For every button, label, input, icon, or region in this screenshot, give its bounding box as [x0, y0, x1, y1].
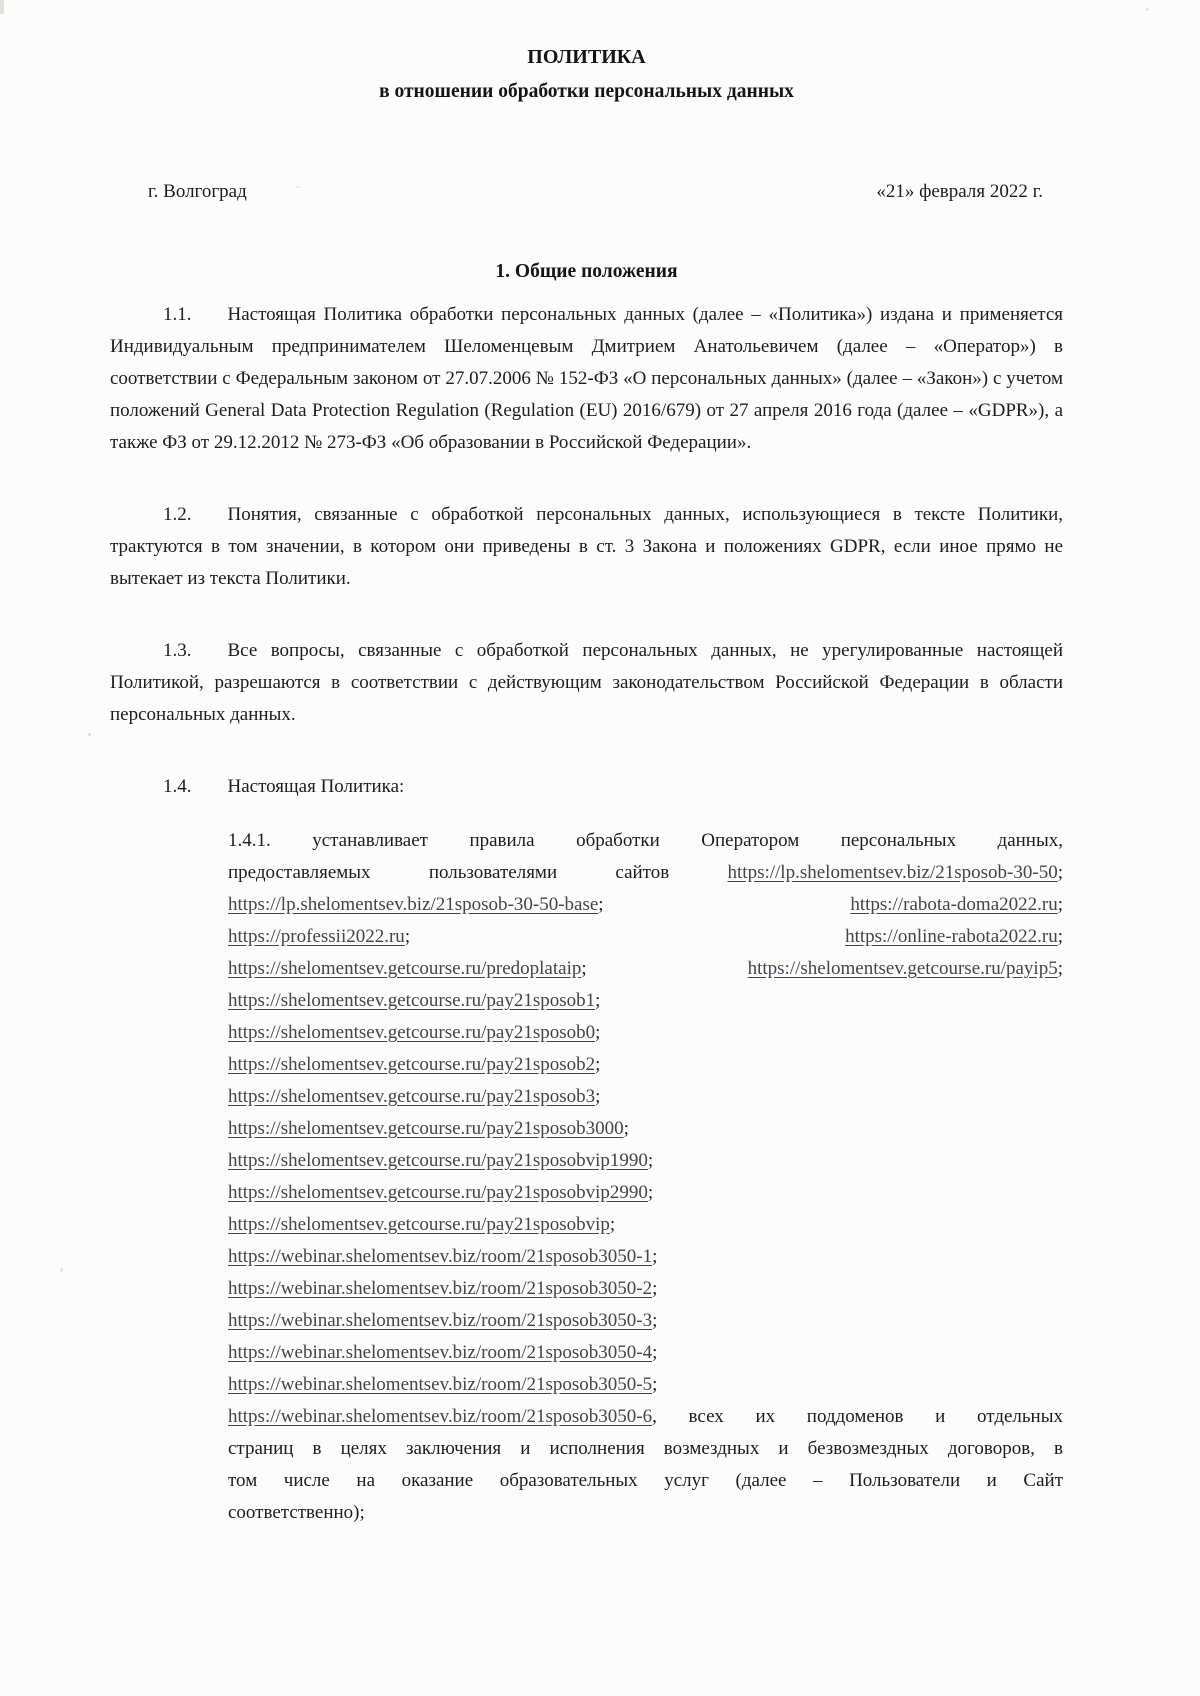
policy-line	[228, 1081, 1063, 1113]
paragraph-text: Настоящая Политика обработки персональных данных (далее – «Политика») издана и применяется Индивидуальным предпринимателем Шеломенцевым Дмитрием Анатольевичем (далее – «Оператор») в соответствии с Федеральным законом от 27.07.2006 № 152-ФЗ «О персональных данных» (далее – «Закон») с учетом положений General Data Protection Regulation (Regulation (EU) 2016/679) от 27 апреля 2016 года (далее – «GDPR»), а также ФЗ от 29.12.2012 № 273-ФЗ «Об образовании в Российской Федерации».	[110, 304, 1063, 453]
line-text: ;	[652, 1246, 658, 1267]
policy-line	[228, 1049, 1063, 1081]
line-text: соответственно);	[228, 1502, 365, 1523]
line-text: ;	[652, 1310, 658, 1331]
paragraph-number: 1.4.	[163, 776, 192, 797]
line-text: том числе на оказание образовательных услуг (далее – Пользователи и Сайт	[228, 1470, 1063, 1491]
line-text: , всех их поддоменов и отдельных	[652, 1406, 1063, 1427]
policy-url-link[interactable]: https://webinar.shelomentsev.biz/room/21sposob3050-1	[228, 1246, 653, 1267]
policy-line	[228, 1401, 1063, 1433]
place-date-row	[110, 179, 1063, 205]
paragraph-number: 1.2.	[163, 504, 192, 525]
line-text: ;	[595, 990, 601, 1011]
policy-url-link[interactable]: https://shelomentsev.getcourse.ru/pay21sposob3	[228, 1086, 596, 1107]
scan-speck	[88, 733, 91, 736]
paragraph-text: Все вопросы, связанные с обработкой персональных данных, не урегулированные настоящей Политикой, разрешаются в соответствии с действующим законодательством Российской Федерации в области персональных данных.	[110, 640, 1063, 725]
paragraph-number: 1.1.	[163, 304, 192, 325]
line-text: ;	[598, 894, 851, 915]
scan-edge-artifact	[0, 0, 4, 14]
line-text: предоставляемых пользователями сайтов	[228, 862, 728, 883]
section-heading: 1. Общие положения	[495, 261, 678, 282]
policy-url-link[interactable]: https://rabota-doma2022.ru	[850, 894, 1058, 915]
policy-line	[228, 985, 1063, 1017]
line-text: ;	[581, 958, 748, 979]
policy-line	[228, 825, 1063, 857]
line-text: ;	[595, 1086, 601, 1107]
sub-paragraph-1-4-1	[228, 825, 1063, 1529]
policy-line	[228, 1145, 1063, 1177]
scan-speck	[296, 186, 300, 188]
line-text: ;	[652, 1374, 658, 1395]
policy-url-link[interactable]: https://lp.shelomentsev.biz/21sposob-30-50	[727, 862, 1058, 883]
paragraph-number: 1.3.	[163, 640, 192, 661]
paragraph-text: Настоящая Политика:	[227, 776, 405, 797]
paragraph-1-3	[110, 635, 1063, 731]
document-subtitle: в отношении обработки персональных данных	[379, 81, 794, 102]
policy-url-link[interactable]: https://webinar.shelomentsev.biz/room/21sposob3050-5	[228, 1374, 653, 1395]
policy-line	[228, 1209, 1063, 1241]
policy-url-link[interactable]: https://webinar.shelomentsev.biz/room/21sposob3050-6	[228, 1406, 653, 1427]
policy-url-link[interactable]: https://webinar.shelomentsev.biz/room/21sposob3050-4	[228, 1342, 653, 1363]
policy-line	[228, 889, 1063, 921]
line-text: ;	[609, 1214, 616, 1235]
policy-line	[228, 1465, 1063, 1497]
scan-speck	[1146, 8, 1149, 11]
paragraph-1-2	[110, 499, 1063, 595]
policy-line	[228, 1113, 1063, 1145]
policy-url-link[interactable]: https://shelomentsev.getcourse.ru/predoplataip	[228, 958, 582, 979]
line-text: ;	[595, 1054, 601, 1075]
policy-url-link[interactable]: https://shelomentsev.getcourse.ru/pay21sposobvip	[228, 1214, 610, 1235]
policy-line	[228, 1305, 1063, 1337]
document-title: ПОЛИТИКА	[527, 46, 646, 68]
line-text: ;	[1057, 926, 1063, 947]
policy-url-link[interactable]: https://professii2022.ru	[228, 926, 405, 947]
policy-url-link[interactable]: https://shelomentsev.getcourse.ru/pay21sposob1	[228, 990, 596, 1011]
line-text: ;	[652, 1278, 658, 1299]
line-text: ;	[652, 1342, 658, 1363]
policy-url-link[interactable]: https://shelomentsev.getcourse.ru/payip5	[747, 958, 1058, 979]
document-date: «21» февраля 2022 г.	[876, 181, 1043, 202]
policy-url-link[interactable]: https://online-rabota2022.ru	[845, 926, 1058, 947]
policy-url-link[interactable]: https://shelomentsev.getcourse.ru/pay21sposob3000	[228, 1118, 624, 1139]
policy-line	[228, 921, 1063, 953]
line-text: ;	[647, 1182, 654, 1203]
scan-speck	[60, 1268, 63, 1272]
policy-line	[228, 1017, 1063, 1049]
policy-url-link[interactable]: https://webinar.shelomentsev.biz/room/21sposob3050-2	[228, 1278, 653, 1299]
policy-line	[228, 1273, 1063, 1305]
policy-url-link[interactable]: https://lp.shelomentsev.biz/21sposob-30-50-base	[228, 894, 599, 915]
policy-line	[228, 1369, 1063, 1401]
policy-line	[228, 1497, 1063, 1529]
paragraph-text: Понятия, связанные с обработкой персональных данных, использующиеся в тексте Политики, трактуются в том значении, в котором они приведены в ст. 3 Закона и положениях GDPR, если иное прямо не вытекает из текста Политики.	[110, 504, 1063, 589]
policy-url-link[interactable]: https://shelomentsev.getcourse.ru/pay21sposob2	[228, 1054, 596, 1075]
line-text: ;	[1057, 862, 1063, 883]
line-text: ;	[404, 926, 846, 947]
policy-url-link[interactable]: https://shelomentsev.getcourse.ru/pay21sposobvip1990	[228, 1150, 648, 1171]
paragraph-1-4	[110, 771, 1063, 803]
line-text: ;	[595, 1022, 601, 1043]
policy-line	[228, 1337, 1063, 1369]
paragraph-1-1	[110, 299, 1063, 459]
policy-line	[228, 1433, 1063, 1465]
line-text: 1.4.1. устанавливает правила обработки Оператором персональных данных,	[228, 830, 1063, 851]
policy-url-link[interactable]: https://shelomentsev.getcourse.ru/pay21sposob0	[228, 1022, 596, 1043]
line-text: ;	[623, 1118, 629, 1139]
line-text: ;	[1057, 958, 1063, 979]
policy-line	[228, 1241, 1063, 1273]
policy-line	[228, 857, 1063, 889]
policy-url-link[interactable]: https://webinar.shelomentsev.biz/room/21sposob3050-3	[228, 1310, 653, 1331]
document-place: г. Волгоград	[148, 181, 247, 202]
line-text: ;	[647, 1150, 654, 1171]
line-text: ;	[1057, 894, 1063, 915]
policy-line	[228, 1177, 1063, 1209]
line-text: страниц в целях заключения и исполнения возмездных и безвозмездных договоров, в	[228, 1438, 1063, 1459]
policy-url-link[interactable]: https://shelomentsev.getcourse.ru/pay21sposobvip2990	[228, 1182, 648, 1203]
policy-line	[228, 953, 1063, 985]
